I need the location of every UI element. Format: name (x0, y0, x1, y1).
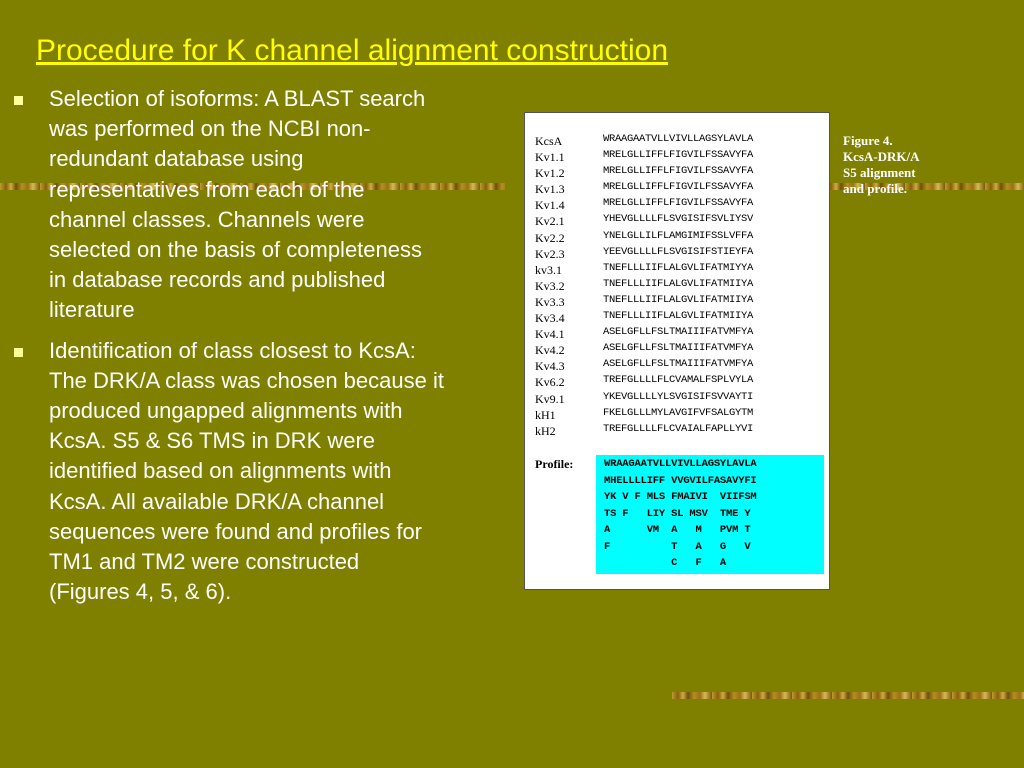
channel-name: Kv2.1 (535, 214, 565, 229)
bullet-item (14, 84, 444, 326)
channel-names-column (535, 133, 565, 439)
sequence-row: ASELGFLLFSLTMAIIIFATVMFYA (603, 342, 754, 355)
sequence-column (603, 131, 753, 437)
profile-block (596, 455, 824, 574)
sequence-row: ASELGFLLFSLTMAIIIFATVMFYA (603, 358, 754, 371)
sequence-row: YNELGLLILFLAMGIMIFSSLVFFA (603, 229, 754, 242)
profile-row: TS F LIY SL MSV TME Y (604, 507, 751, 520)
channel-name: Kv6.2 (535, 375, 565, 390)
channel-name: Kv4.1 (535, 327, 565, 342)
channel-name: Kv1.3 (535, 182, 565, 197)
square-bullet-icon (14, 348, 23, 357)
profile-row: C F A (604, 557, 727, 569)
channel-name: Kv4.2 (535, 343, 565, 358)
sequence-row: TNEFLLLIIFLALGVLIFATMIIYA (603, 293, 754, 306)
sequence-row: FKELGLLLMYLAVGIFVFSALGYTM (603, 406, 754, 419)
profile-row: F T A G V (604, 540, 751, 553)
bullet-text: Identification of class closest to KcsA: The DRK/A class was chosen because it produced ungapped alignments with KcsA. S5 & S6 TMS in DRK were identified based on alignments with KcsA. All available DRK/A channel sequences were found and profiles for TM1 and TM2 were constructed (Figures 4, 5, & 6). (49, 337, 444, 605)
sequence-row: MRELGLLIFFLFIGVILFSSAVYFA (603, 165, 754, 178)
sequence-row: ASELGFLLFSLTMAIIIFATVMFYA (603, 326, 754, 339)
sequence-row: MRELGLLIFFLFIGVILFSSAVYFA (603, 197, 754, 210)
channel-name: Kv3.4 (535, 311, 565, 326)
sequence-row: YEEVGLLLLFLSVGISIFSTIEYFA (603, 245, 754, 258)
bullet-list (14, 84, 444, 617)
profile-rows (604, 456, 757, 572)
caption-line: KcsA-DRK/A (843, 149, 920, 164)
sequence-row: TNEFLLLIIFLALGVLIFATMIIYA (603, 277, 754, 290)
figure-caption (843, 133, 963, 197)
channel-name: Kv1.1 (535, 150, 565, 165)
channel-name: Kv3.2 (535, 278, 565, 293)
profile-row: A VM A M PVM T (604, 524, 751, 536)
channel-name: Kv2.2 (535, 230, 565, 245)
sequence-row: WRAAGAATVLLVIVLLAGSYLAVLA (603, 133, 754, 145)
bullet-text: Selection of isoforms: A BLAST search was performed on the NCBI non-redundant database using representatives from each of the channel classes. Channels were selected on the basis of completeness in database records and published literature (49, 86, 426, 323)
channel-name: Kv1.2 (535, 166, 565, 181)
profile-row: YK V F MLS FMAIVI VIIFSM (604, 491, 757, 503)
caption-line: S5 alignment (843, 165, 916, 180)
square-bullet-icon (14, 96, 23, 105)
slide-title: Procedure for K channel alignment construction (36, 34, 669, 67)
channel-name: Kv9.1 (535, 391, 565, 406)
decorative-stripe-bottom (672, 692, 1024, 699)
sequence-row: MRELGLLIFFLFIGVILFSSAVYFA (603, 181, 754, 194)
channel-name: Kv4.3 (535, 359, 565, 374)
sequence-row: MRELGLLIFFLFIGVILFSSAVYFA (603, 149, 754, 162)
bullet-item (14, 336, 444, 608)
channel-name: KcsA (535, 134, 563, 148)
profile-row: WRAAGAATVLLVIVLLAGSYLAVLA (604, 458, 757, 470)
channel-name: Kv3.3 (535, 294, 565, 309)
sequence-row: TNEFLLLIIFLALGVLIFATMIIYA (603, 310, 754, 323)
sequence-row: YKEVGLLLLYLSVGISIFSVVAYTI (603, 390, 754, 403)
channel-name: Kv2.3 (535, 246, 565, 261)
channel-name: kv3.1 (535, 262, 562, 277)
caption-line: Figure 4. (843, 133, 893, 148)
profile-label: Profile: (535, 457, 574, 471)
sequence-row: TREFGLLLLFLCVAIALFAPLLYVI (603, 422, 754, 435)
channel-name: Kv1.4 (535, 198, 565, 213)
sequence-row: YHEVGLLLLFLSVGISIFSVLIYSV (603, 213, 754, 226)
sequence-row: TREFGLLLLFLCVAMALFSPLVYLA (603, 374, 754, 387)
channel-name: kH1 (535, 407, 556, 422)
caption-line: and profile. (843, 181, 908, 196)
alignment-figure (524, 112, 830, 590)
sequence-row: TNEFLLLIIFLALGVLIFATMIYYA (603, 261, 754, 274)
profile-row: MHELLLLIFF VVGVILFASAVYFI (604, 474, 757, 487)
channel-name: kH2 (535, 423, 556, 438)
